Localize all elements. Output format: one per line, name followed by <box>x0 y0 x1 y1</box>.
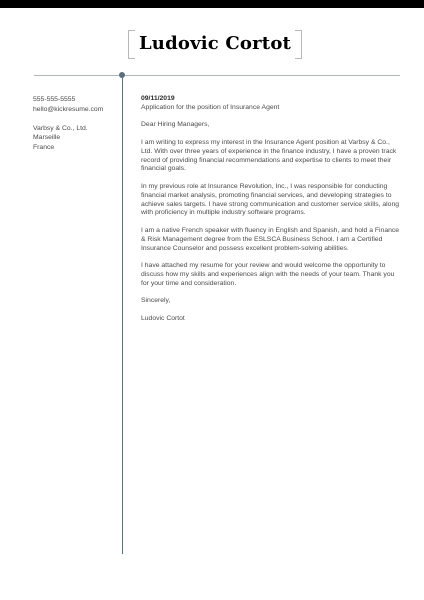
name-header <box>128 30 302 59</box>
top-bar <box>0 0 424 8</box>
contact-email: hello@kickresume.com <box>33 105 104 113</box>
vertical-divider <box>122 78 123 554</box>
letter-paragraph-2: In my previous role at Insurance Revolution, Inc., I was responsible for conducting financial market analysis, promoting financial services, and developing strategies to achieve sales targets. I have strong communication and customer service skills, along with proficiency in multiple industry software programs. <box>141 182 400 217</box>
recipient-country: France <box>33 143 55 151</box>
recipient-company: Varbsy & Co., Ltd. <box>33 124 88 132</box>
horizontal-divider <box>34 75 400 76</box>
letter-signature: Ludovic Cortot <box>141 314 185 322</box>
letter-subject: Application for the position of Insurance Agent <box>141 103 280 111</box>
letter-paragraph-1: I am writing to express my interest in the Insurance Agent position at Varbsy & Co., Ltd. With over three years of experience in the finance industry, I have a proven track record of providing financial recommendations and expertise to clients to meet their financial goals. <box>141 138 397 173</box>
letter-greeting: Dear Hiring Managers, <box>141 121 210 129</box>
letter-body <box>141 95 403 333</box>
contact-phone: 555-555-5555 <box>33 96 76 103</box>
recipient-city: Marseille <box>33 134 61 141</box>
letter-date: 09/11/2019 <box>141 95 175 102</box>
applicant-name: Ludovic Cortot <box>138 33 292 54</box>
letter-closing: Sincerely, <box>141 297 171 305</box>
letter-paragraph-4: I have attached my resume for your review and would welcome the opportunity to discuss how my skills and experiences align with the needs of your team. Thank you for your time and consideration. <box>141 262 395 287</box>
letter-paragraph-3: I am a native French speaker with fluency in English and Spanish, and hold a Finance & Risk Management degree from the ESLSCA Business School. I am a Certified Insurance Counselor and possess excellent problem-solving abilities. <box>141 226 400 252</box>
right-bracket <box>295 30 302 59</box>
sidebar <box>33 95 117 152</box>
